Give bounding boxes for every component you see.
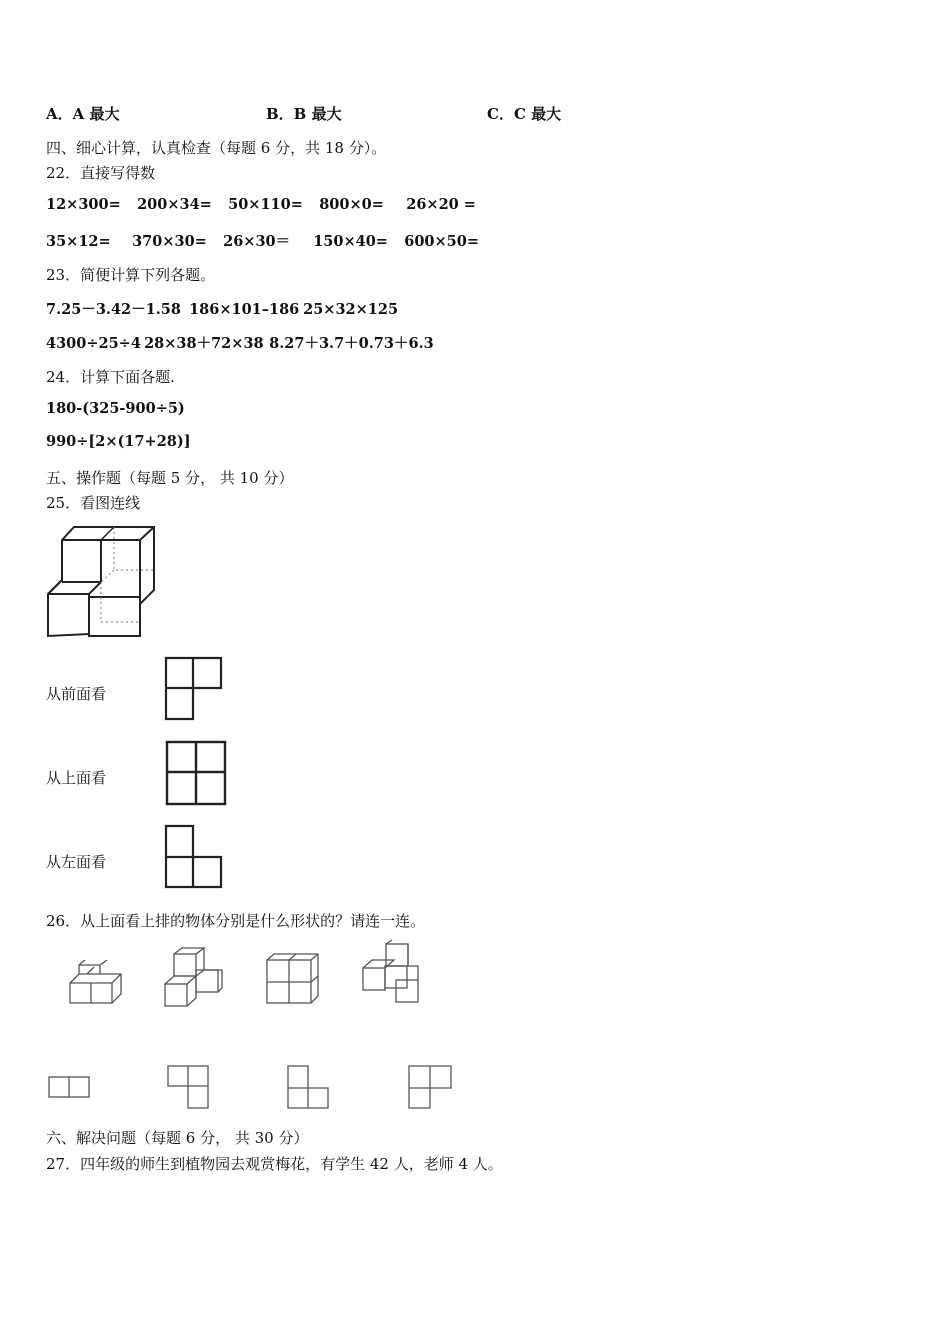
q23-item: 28×38＋72×38: [144, 335, 264, 352]
view-label-top: 从上面看: [46, 769, 107, 787]
q26-solid-4: [358, 940, 424, 1006]
q22-item: 370×30=: [132, 233, 207, 250]
option-a: A．A 最大: [46, 105, 120, 123]
q22-item: 26×20 =: [406, 196, 476, 213]
view-shape-2: [164, 739, 228, 807]
q26-title: 26．从上面看上排的物体分别是什么形状的？请连一连。: [46, 912, 426, 930]
q24-title: 24．计算下面各题.: [46, 368, 175, 386]
q26-solid-1: [67, 960, 125, 1006]
q22-title: 22．直接写得数: [46, 164, 156, 182]
q26-view-2: [166, 1064, 210, 1110]
q22-item: 12×300=: [46, 196, 121, 213]
option-b: B．B 最大: [266, 105, 342, 123]
q27-text: 27．四年级的师生到植物园去观赏梅花，有学生 42 人，老师 4 人。: [46, 1155, 503, 1173]
q23-item: 25×32×125: [303, 301, 399, 318]
q23-row2: [46, 332, 434, 353]
q23-item: 4300÷25÷4: [46, 335, 141, 352]
q23-item: 186×101–186: [189, 301, 300, 318]
q23-item: 8.27＋3.7＋0.73＋6.3: [269, 335, 434, 352]
q22-item: 200×34=: [137, 196, 212, 213]
q25-solid-figure: [44, 522, 159, 640]
q23-item: 7.25－3.42－1.58: [46, 301, 181, 318]
q24-item-2: 990÷[2×(17+28)]: [46, 433, 191, 450]
q22-item: 600×50=: [404, 233, 479, 250]
q22-item: 50×110=: [228, 196, 303, 213]
q26-view-1: [47, 1075, 91, 1099]
q23-title: 23．简便计算下列各题。: [46, 266, 216, 284]
section5-title: 五、操作题（每题 5 分， 共 10 分）: [46, 469, 294, 487]
q22-row2: [46, 230, 479, 251]
q22-row1: [46, 196, 476, 213]
q22-item: 26×30＝: [223, 233, 291, 250]
section6-title: 六、解决问题（每题 6 分， 共 30 分）: [46, 1129, 309, 1147]
view-label-front: 从前面看: [46, 685, 107, 703]
q26-solid-2: [162, 946, 226, 1010]
q26-view-4: [407, 1064, 453, 1110]
q26-view-3: [286, 1064, 330, 1110]
view-label-left: 从左面看: [46, 853, 107, 871]
option-c: C．C 最大: [487, 105, 562, 123]
q26-solid-3: [264, 952, 322, 1006]
view-shape-3: [163, 823, 225, 891]
view-shape-1: [163, 655, 225, 722]
q24-item-1: 180-(325-900÷5): [46, 400, 185, 417]
section4-title: 四、细心计算，认真检查（每题 6 分，共 18 分）。: [46, 139, 387, 157]
q22-item: 150×40=: [313, 233, 388, 250]
q23-row1: [46, 298, 398, 319]
q22-item: 800×0=: [319, 196, 384, 213]
q22-item: 35×12=: [46, 233, 111, 250]
q25-title: 25．看图连线: [46, 494, 141, 512]
